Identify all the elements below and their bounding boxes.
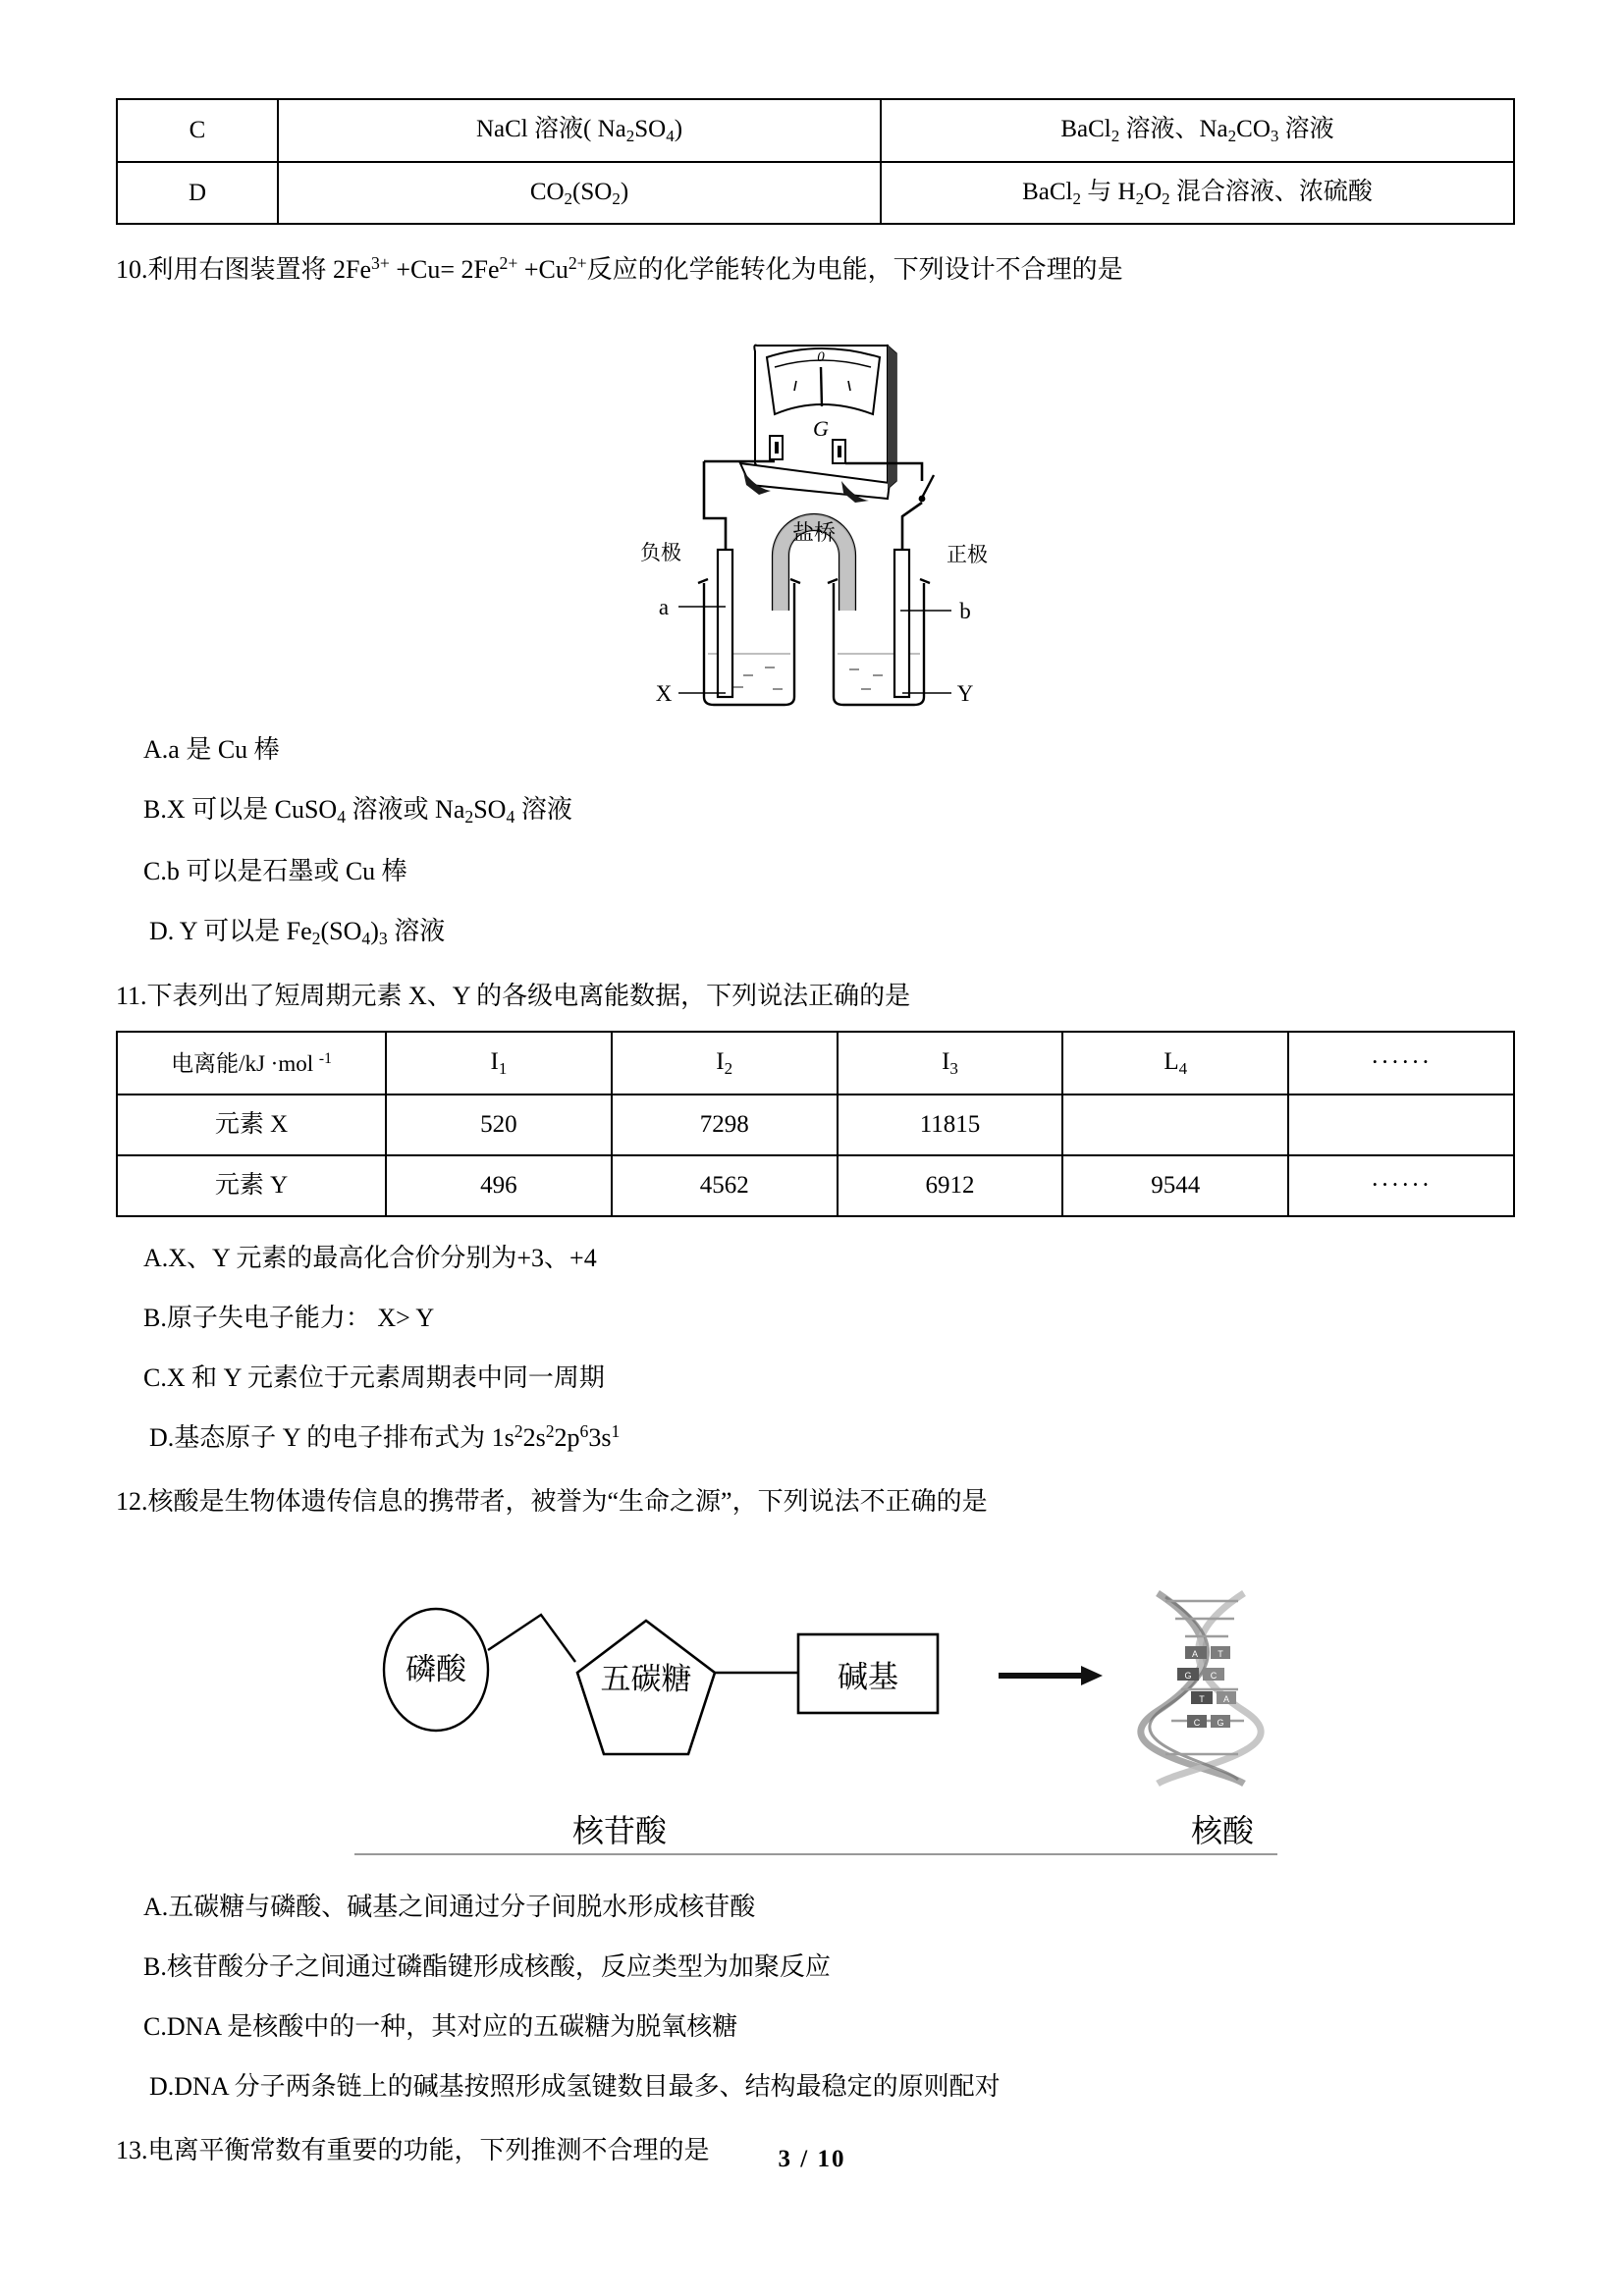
svg-text:C: C <box>1210 1670 1217 1681</box>
option-comparison-table <box>116 98 1515 225</box>
electrode-a <box>718 550 732 697</box>
q12-option-c: C.DNA 是核酸中的一种，其对应的五碳糖为脱氧核糖 <box>143 2011 738 2041</box>
element-y-label: 元素 Y <box>117 1155 386 1216</box>
ionization-header-i4: $L_4$ <box>1062 1032 1288 1095</box>
element-x-more <box>1288 1095 1514 1155</box>
option-substance-cell: NaCl 溶液( $Na_2SO_4$) <box>278 99 881 162</box>
q10-option-a: A.a 是 Cu 棒 <box>143 735 280 765</box>
svg-text:C: C <box>1193 1717 1200 1728</box>
svg-text:T: T <box>1217 1648 1223 1659</box>
galvanometer-label: G <box>812 416 829 442</box>
table-row <box>117 162 1514 225</box>
nucleotide-svg <box>354 1572 1277 1866</box>
q11-option-b: B.原子失电子能力： X> Y <box>143 1303 435 1332</box>
ionization-header-i3: $I_3$ <box>838 1032 1063 1095</box>
element-y-i2: 4562 <box>612 1155 838 1216</box>
switch-lever <box>922 475 934 498</box>
electrode-b-label: b <box>958 599 971 624</box>
option-substance-cell: $CO_2(SO_2)$ <box>278 162 881 225</box>
q12-option-d: D.DNA 分子两条链上的碱基按照形成氢键数目最多、结构最稳定的原则配对 <box>149 2071 1001 2101</box>
table-row <box>117 1155 1514 1216</box>
element-x-i1: 520 <box>386 1095 612 1155</box>
element-y-more: ······ <box>1288 1155 1514 1216</box>
ionization-header-label: 电离能/kJ ·mol $^{-1}$ <box>117 1032 386 1095</box>
phosphate-label: 磷酸 <box>405 1651 466 1686</box>
q10-option-d: D. Y 可以是 $Fe_2(SO_4)_3$ 溶液 <box>149 916 446 948</box>
transform-arrow <box>999 1666 1103 1685</box>
svg-text:G: G <box>1216 1717 1224 1728</box>
table-row <box>117 1095 1514 1155</box>
question-13-stem: 13.电离平衡常数有重要的功能，下列推测不合理的是 <box>116 2135 710 2164</box>
galvanic-cell-figure <box>116 316 1515 709</box>
q11-option-d: D.基态原子 Y 的电子排布式为 $1s^22s^22p^63s^1$ <box>149 1420 621 1452</box>
base-label: 碱基 <box>837 1659 898 1694</box>
option-letter-cell: C <box>117 99 278 162</box>
ionization-header-i1: $I_1$ <box>386 1032 612 1095</box>
pentose-label: 五碳糖 <box>600 1661 691 1696</box>
question-11-stem: 11.下表列出了短周期元素 X、Y 的各级电离能数据，下列说法正确的是 <box>116 982 911 1011</box>
galvanometer <box>740 346 896 503</box>
q10-option-c: C.b 可以是石墨或 Cu 棒 <box>143 856 407 885</box>
q10-option-b: B.X 可以是 CuSO$_4$ 溶液或 $Na_2SO_4$ 溶液 <box>143 795 572 828</box>
q11-option-c: C.X 和 Y 元素位于元素周期表中同一周期 <box>143 1362 605 1392</box>
svg-text:A: A <box>1222 1693 1229 1704</box>
page-content <box>116 98 1515 2169</box>
element-y-i3: 6912 <box>838 1155 1063 1216</box>
wire-left <box>704 461 726 560</box>
solution-y-label: Y <box>956 681 973 707</box>
svg-text:T: T <box>1198 1693 1205 1704</box>
table-row <box>117 99 1514 162</box>
electrode-b <box>894 550 909 697</box>
question-10-stem: 10.利用右图装置将 $2Fe^{3+} +Cu= 2Fe^{2+} +Cu^{2+}$反应的化学能转化为电能，下列设计不合理的是 <box>116 253 1123 285</box>
element-y-i1: 496 <box>386 1155 612 1216</box>
page-number-footer: 3 / 10 <box>778 2146 846 2172</box>
q11-option-a: A.X、Y 元素的最高化合价分别为+3、+4 <box>143 1243 597 1272</box>
negative-electrode-label: 负极 <box>639 541 681 565</box>
meter-zero-label: 0 <box>816 349 825 366</box>
element-x-label: 元素 X <box>117 1095 386 1155</box>
q12-option-b: B.核苷酸分子之间通过磷酯键形成核酸，反应类型为加聚反应 <box>143 1951 831 1981</box>
phosphate-sugar-bond <box>488 1615 575 1662</box>
solution-x-label: X <box>655 681 672 707</box>
electrode-a-label: a <box>658 595 669 620</box>
element-x-i2: 7298 <box>612 1095 838 1155</box>
option-letter-cell: D <box>117 162 278 225</box>
question-12-stem: 12.核酸是生物体遗传信息的携带者，被誉为“生命之源”，下列说法不正确的是 <box>116 1486 988 1516</box>
dna-helix <box>1140 1591 1260 1788</box>
svg-text:A: A <box>1191 1648 1198 1659</box>
element-y-i4: 9544 <box>1062 1155 1288 1216</box>
galvanic-cell-svg <box>610 316 1022 709</box>
table-header-row <box>117 1032 1514 1095</box>
ionization-header-i2: $I_2$ <box>612 1032 838 1095</box>
option-reagent-cell: BaCl$_2$ 与 $H_2O_2$ 混合溶液、浓硫酸 <box>881 162 1514 225</box>
element-x-i3: 11815 <box>838 1095 1063 1155</box>
nucleic-acid-label: 核酸 <box>1190 1812 1254 1848</box>
ionization-energy-table <box>116 1031 1515 1216</box>
salt-bridge-label: 盐桥 <box>791 520 836 546</box>
q12-option-a: A.五碳糖与磷酸、碱基之间通过分子间脱水形成核苷酸 <box>143 1892 756 1921</box>
nucleotide-label: 核苷酸 <box>571 1812 667 1848</box>
option-reagent-cell: BaCl$_2$ 溶液、$Na_2CO_3$ 溶液 <box>881 99 1514 162</box>
svg-text:G: G <box>1183 1670 1192 1681</box>
element-x-i4 <box>1062 1095 1288 1155</box>
ionization-header-more: ······ <box>1288 1032 1514 1095</box>
nucleotide-figure <box>116 1572 1515 1866</box>
positive-electrode-label: 正极 <box>946 543 988 567</box>
